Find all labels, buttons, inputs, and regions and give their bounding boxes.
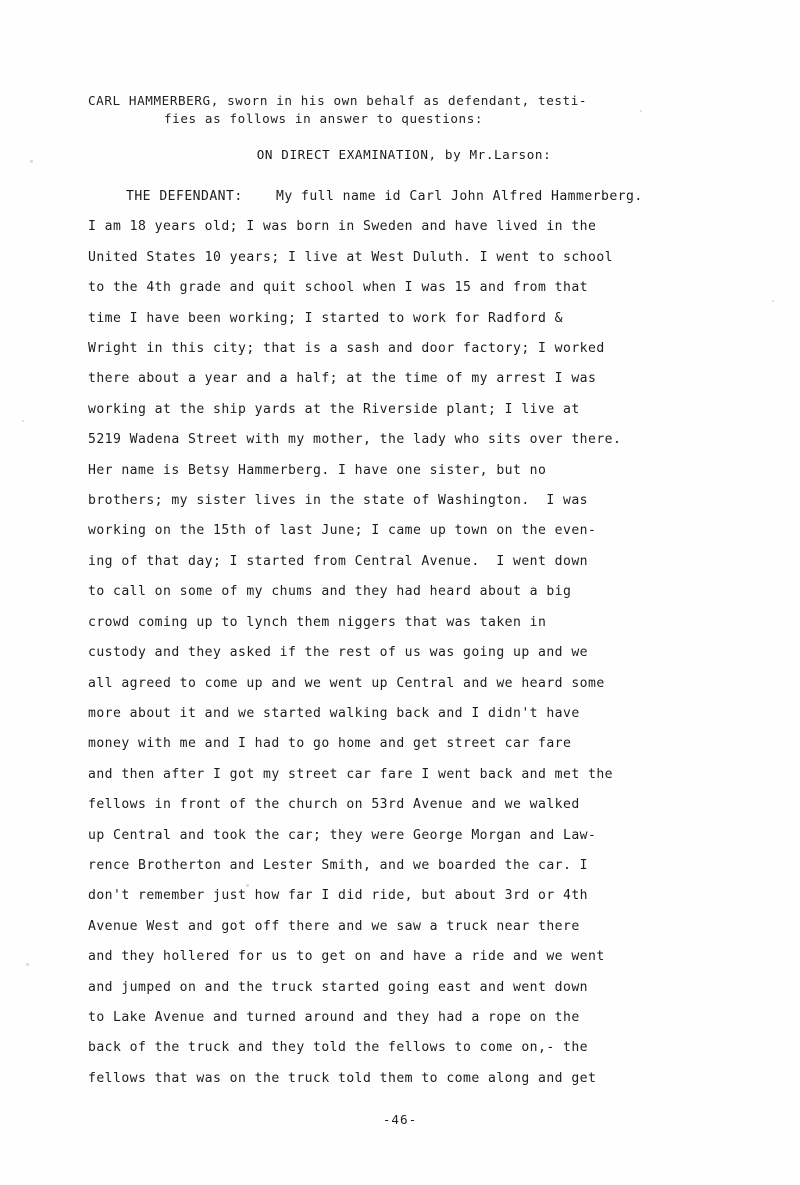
document-text-area [88,92,760,1094]
body-line: and then after I got my street car fare I went back and met the [88,766,613,782]
body-line: and they hollered for us to get on and have a ride and we went [88,949,605,965]
body-line: United States 10 years; I live at West Duluth. I went to school [88,249,613,265]
body-line: brothers; my sister lives in the state of Washington. I was [88,493,588,509]
body-line: working at the ship yards at the Riverside plant; I live at [88,401,580,417]
body-line: 5219 Wadena Street with my mother, the lady who sits over there. [88,432,622,448]
body-line: Avenue West and got off there and we saw a truck near there [88,918,580,934]
body-line: custody and they asked if the rest of us was going up and we [88,645,588,661]
body-line: don't remember just how far I did ride, but about 3rd or 4th [88,888,588,904]
page-number: -46- [382,1112,418,1127]
body-line: there about a year and a half; at the time of my arrest I was [88,371,597,387]
paper-speck [22,420,24,422]
body-line: time I have been working; I started to work for Radford & [88,310,563,326]
heading-line-2: fies as follows in answer to questions: [164,111,484,126]
body-line: more about it and we started walking back and I didn't have [88,705,580,721]
body-line: Wright in this city; that is a sash and door factory; I worked [88,341,605,357]
paper-speck [26,963,29,966]
body-line: to Lake Avenue and turned around and they had a rope on the [88,1009,580,1025]
body-line: to the 4th grade and quit school when I was 15 and from that [88,280,588,296]
body-line: working on the 15th of last June; I came up town on the even- [88,523,597,539]
body-line: THE DEFENDANT: My full name id Carl John Alfred Hammerberg. [126,189,643,204]
body-line: fellows that was on the truck told them to come along and get [88,1070,597,1086]
body-line: rence Brotherton and Lester Smith, and we boarded the car. I [88,857,588,873]
body-line: money with me and I had to go home and get street car fare [88,736,572,752]
examination-subheading: ON DIRECT EXAMINATION, by Mr.Larson: [256,147,552,162]
heading-line-1: CARL HAMMERBERG, sworn in his own behalf as defendant, testi- [88,93,588,108]
body-line: all agreed to come up and we went up Central and we heard some [88,675,605,691]
paper-speck [772,300,774,302]
body-line: crowd coming up to lynch them niggers that was taken in [88,614,547,630]
body-line: Her name is Betsy Hammerberg. I have one sister, but no [88,462,547,478]
body-line: I am 18 years old; I was born in Sweden and have lived in the [88,219,597,235]
paper-speck [30,160,33,163]
testimony-body [88,182,760,1094]
body-line: up Central and took the car; they were George Morgan and Law- [88,827,597,843]
body-line: and jumped on and the truck started going east and went down [88,979,588,995]
body-line: to call on some of my chums and they had heard about a big [88,584,572,600]
body-line: ing of that day; I started from Central Avenue. I went down [88,553,588,569]
body-line: fellows in front of the church on 53rd Avenue and we walked [88,797,580,813]
testimony-heading [88,92,760,128]
body-line: back of the truck and they told the fellows to come on,- the [88,1040,588,1056]
